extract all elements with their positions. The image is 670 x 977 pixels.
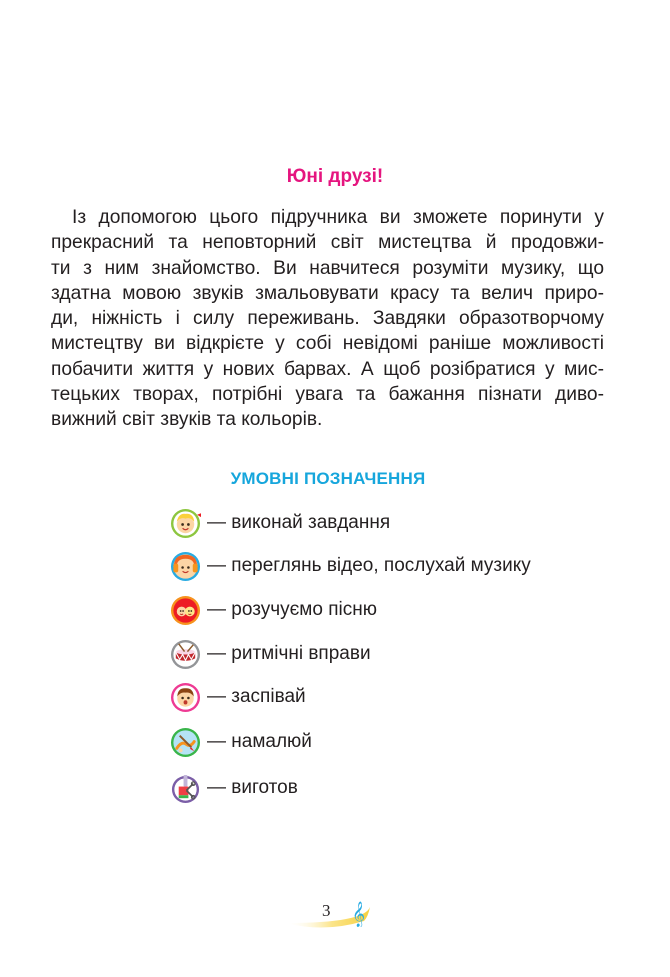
intro-line: здатна мовою звуків змальовувати красу та велич приро- [51,282,604,304]
legend-item-sing [170,679,306,715]
intro-line: ди, ніжність і силу переживань. Завдяки образотворчому [51,308,604,330]
legend-item-draw [170,724,312,760]
legend-label: — розучуємо пісню [207,599,377,620]
legend-label: — намалюй [207,731,312,752]
greeting-heading: Юні друзі! [286,166,384,187]
legend-title: УМОВНІ ПОЗНАЧЕННЯ [230,469,426,488]
intro-paragraph [51,205,604,433]
legend-label: — виготов [207,777,298,798]
intro-line: мистецтву ви відкрієте у собі невідомі раніше можливості [51,333,604,355]
legend-label: — заспівай [207,686,306,707]
treble-clef-icon [350,897,370,927]
legend-item-make [170,770,298,806]
legend-item-video [170,548,531,584]
svg-text:𝄞: 𝄞 [352,902,366,927]
page-number: 3 [322,901,331,920]
video-music-icon [170,551,201,582]
sing-icon [170,682,201,713]
intro-line: Із допомогою цього підручника ви зможете поринути у [72,207,604,228]
task-boy-icon [170,508,201,539]
intro-line: вижний світ звуків та кольорів. [51,409,323,431]
legend-label: — ритмічні вправи [207,643,371,664]
intro-line: побачити життя у нових барвах. А щоб розібратися у мис- [51,358,604,380]
intro-line: прекрасний та неповторний світ мистецтва й продовжи- [51,232,604,254]
intro-line: тецьких творах, потрібні увага та бажання пізнати диво- [51,384,604,406]
legend-item-rhythm [170,636,371,672]
draw-icon [170,727,201,758]
legend-label: — виконай завдання [207,512,391,533]
intro-line: ти з ним знайомство. Ви навчитеся розуміти музику, що [51,257,604,279]
learn-song-icon [170,595,201,626]
make-craft-icon [170,773,201,804]
rhythm-drum-icon [170,639,201,670]
legend-label: — переглянь відео, послухай музику [207,555,531,576]
page-number-area [284,893,384,933]
legend-item-task [170,505,390,541]
legend-item-song [170,592,377,628]
